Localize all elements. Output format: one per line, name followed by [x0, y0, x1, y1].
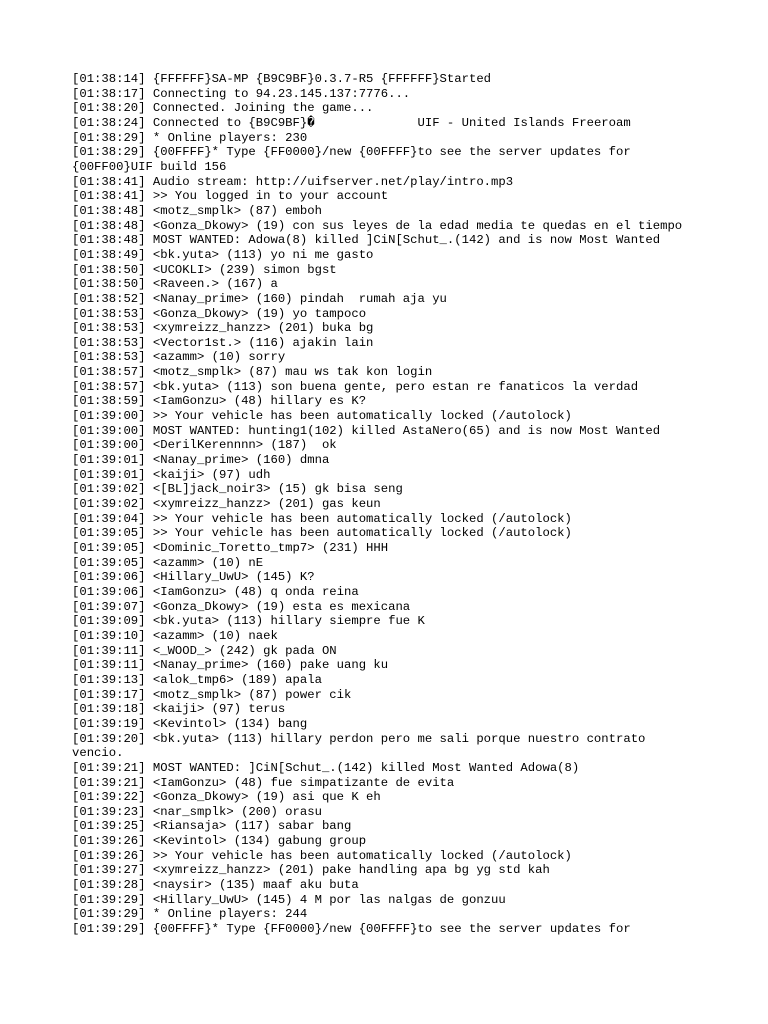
log-line: [01:38:52] <Nanay_prime> (160) pindah rumah aja yu — [72, 291, 447, 306]
log-line: [01:39:28] <naysir> (135) maaf aku buta — [72, 878, 359, 893]
log-line: [01:39:02] <[BL]jack_noir3> (15) gk bisa seng — [72, 482, 403, 497]
log-line: [01:39:06] <Hillary_UwU> (145) K? — [72, 570, 315, 585]
log-line: [01:39:11] <Nanay_prime> (160) pake uang ku — [72, 658, 389, 673]
log-line: [01:38:48] <Gonza_Dkowy> (19) con sus leyes de la edad media te quedas en el tiempo — [72, 218, 683, 233]
log-line: [01:39:00] MOST WANTED: hunting1(102) killed AstaNero(65) and is now Most Wanted — [72, 423, 661, 438]
log-line: [01:38:41] Audio stream: http://uifserver.net/play/intro.mp3 — [72, 174, 514, 189]
log-line: [01:39:02] <xymreizz_hanzz> (201) gas keun — [72, 497, 381, 512]
log-line: [01:39:05] >> Your vehicle has been automatically locked (/autolock) — [72, 526, 572, 541]
log-line: [01:39:29] {00FFFF}* Type {FF0000}/new {00FFFF}to see the server updates for — [72, 922, 631, 937]
log-line: [01:39:23] <nar_smplk> (200) orasu — [72, 804, 322, 819]
log-line: vencio. — [72, 746, 124, 761]
log-line: [01:39:21] <IamGonzu> (48) fue simpatizante de evita — [72, 775, 455, 790]
log-line: [01:39:17] <motz_smplk> (87) power cik — [72, 687, 352, 702]
log-line: [01:39:00] <DerilKerennnn> (187) ok — [72, 438, 337, 453]
log-line: [01:38:49] <bk.yuta> (113) yo ni me gasto — [72, 247, 374, 262]
log-line: [01:38:53] <azamm> (10) sorry — [72, 350, 286, 365]
log-line: [01:38:57] <bk.yuta> (113) son buena gente, pero estan re fanaticos la verdad — [72, 379, 639, 394]
log-line: [01:39:19] <Kevintol> (134) bang — [72, 716, 308, 731]
log-line: [01:39:25] <Riansaja> (117) sabar bang — [72, 819, 352, 834]
log-line: [01:39:26] >> Your vehicle has been automatically locked (/autolock) — [72, 848, 572, 863]
log-line: [01:38:48] <motz_smplk> (87) emboh — [72, 203, 322, 218]
log-line: [01:39:11] <_WOOD_> (242) gk pada ON — [72, 643, 337, 658]
log-line: [01:39:26] <Kevintol> (134) gabung group — [72, 834, 367, 849]
log-line: {00FF00}UIF build 156 — [72, 159, 227, 174]
log-line: [01:38:29] {00FFFF}* Type {FF0000}/new {00FFFF}to see the server updates for — [72, 145, 631, 160]
log-line: [01:39:05] <azamm> (10) nE — [72, 555, 264, 570]
log-line: [01:38:50] <Raveen.> (167) a — [72, 277, 278, 292]
log-line: [01:38:41] >> You logged in to your account — [72, 189, 389, 204]
log-line: [01:39:22] <Gonza_Dkowy> (19) asi que K eh — [72, 790, 381, 805]
log-line: [01:39:20] <bk.yuta> (113) hillary perdon pero me sali porque nuestro contrato — [72, 731, 646, 746]
log-line: [01:39:27] <xymreizz_hanzz> (201) pake handling apa bg yg std kah — [72, 863, 550, 878]
log-line: [01:38:53] <Gonza_Dkowy> (19) yo tampoco — [72, 306, 367, 321]
log-line: [01:39:09] <bk.yuta> (113) hillary siempre fue K — [72, 614, 425, 629]
log-line: [01:38:53] <Vector1st.> (116) ajakin lain — [72, 335, 374, 350]
log-line: [01:39:21] MOST WANTED: ]CiN[Schut_.(142) killed Most Wanted Adowa(8) — [72, 760, 580, 775]
log-line: [01:39:18] <kaiji> (97) terus — [72, 702, 286, 717]
log-line: [01:38:57] <motz_smplk> (87) mau ws tak kon login — [72, 365, 433, 380]
log-line: [01:38:24] Connected to {B9C9BF}� UIF - United Islands Freeroam — [72, 115, 631, 130]
log-line: [01:39:00] >> Your vehicle has been automatically locked (/autolock) — [72, 409, 572, 424]
log-line: [01:38:59] <IamGonzu> (48) hillary es K? — [72, 394, 367, 409]
log-line: [01:39:01] <kaiji> (97) udh — [72, 467, 271, 482]
chat-log — [72, 72, 768, 937]
log-line: [01:39:10] <azamm> (10) naek — [72, 628, 278, 643]
log-line: [01:39:29] * Online players: 244 — [72, 907, 308, 922]
log-line: [01:38:53] <xymreizz_hanzz> (201) buka bg — [72, 321, 374, 336]
log-line: [01:38:50] <UCOKLI> (239) simon bgst — [72, 262, 337, 277]
log-line: [01:38:14] {FFFFFF}SA-MP {B9C9BF}0.3.7-R5 {FFFFFF}Started — [72, 72, 492, 86]
log-line: [01:39:01] <Nanay_prime> (160) dmna — [72, 453, 330, 468]
log-line: [01:39:05] <Dominic_Toretto_tmp7> (231) HHH — [72, 541, 389, 555]
log-line: [01:39:07] <Gonza_Dkowy> (19) esta es mexicana — [72, 599, 411, 614]
log-line: [01:38:29] * Online players: 230 — [72, 130, 308, 145]
log-line: [01:39:29] <Hillary_UwU> (145) 4 M por las nalgas de gonzuu — [72, 892, 506, 907]
log-line: [01:39:04] >> Your vehicle has been automatically locked (/autolock) — [72, 511, 572, 526]
log-line: [01:38:48] MOST WANTED: Adowa(8) killed ]CiN[Schut_.(142) and is now Most Wanted — [72, 233, 661, 248]
log-line: [01:38:20] Connected. Joining the game... — [72, 101, 374, 116]
log-line: [01:39:13] <alok_tmp6> (189) apala — [72, 672, 322, 687]
log-line: [01:39:06] <IamGonzu> (48) q onda reina — [72, 584, 359, 599]
log-line: [01:38:17] Connecting to 94.23.145.137:7776... — [72, 86, 411, 101]
